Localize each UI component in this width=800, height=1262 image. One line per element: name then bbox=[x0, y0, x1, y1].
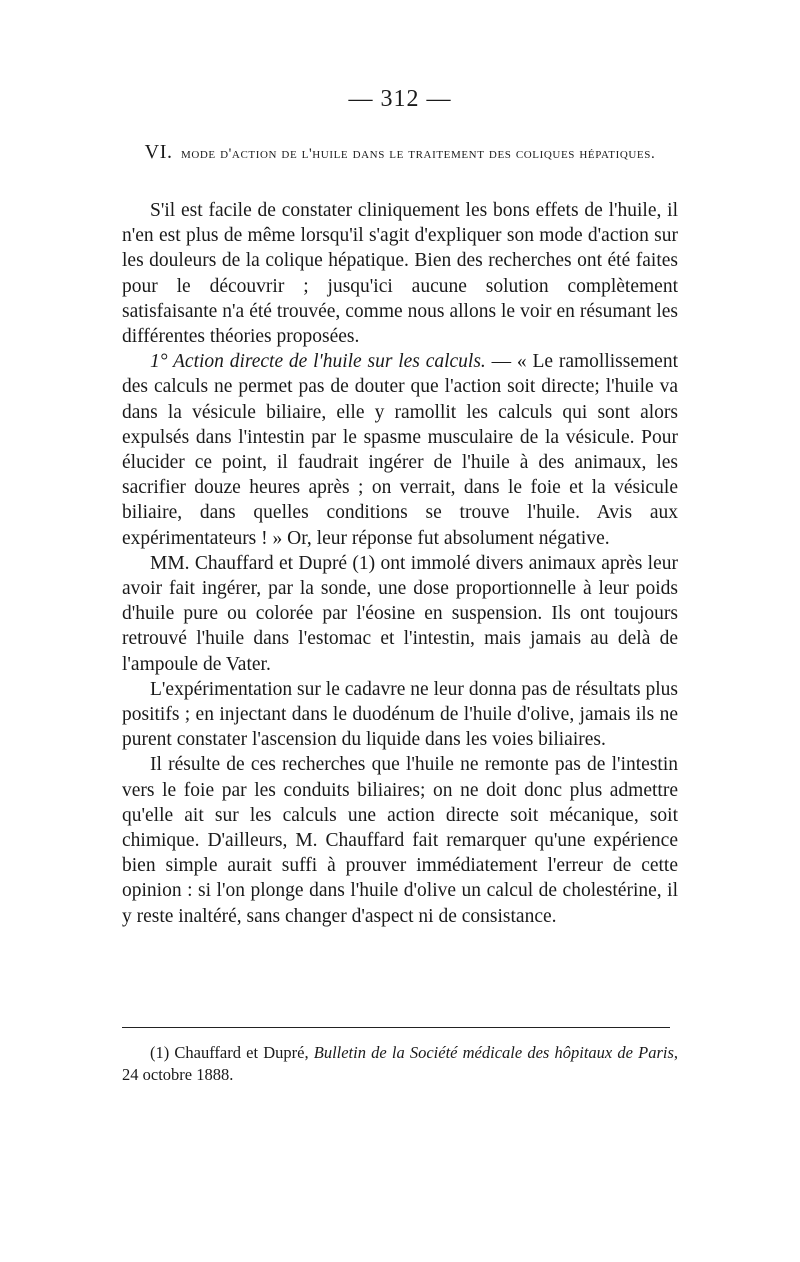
footnote-divider bbox=[122, 1027, 670, 1028]
paragraph-1: S'il est facile de constater cliniquement les bons effets de l'huile, il n'en est plus de même lorsqu'il s'agit d'expliquer son mode d'action sur les douleurs de la colique hépatique. Bien des recherches ont été faites pour le découvrir ; jusqu'ici aucune solution complètement satisfaisante n'a été trouvée, comme nous allons le voir en résumant les différentes théories proposées. bbox=[122, 200, 678, 348]
footnote-marker: (1) bbox=[150, 1043, 170, 1062]
body-text bbox=[122, 198, 678, 929]
footnote-journal: Bulletin de la Société médicale des hôpitaux de Paris bbox=[313, 1043, 674, 1062]
footnote bbox=[122, 1042, 678, 1086]
section-heading bbox=[122, 138, 678, 168]
footnote-authors: Chauffard et Dupré, bbox=[169, 1043, 314, 1062]
paragraph-2-heading: 1° Action directe de l'huile sur les calculs. bbox=[150, 351, 486, 373]
paragraph-2-body: — « Le ramollissement des calculs ne permet pas de douter que l'action soit directe; l'huile va dans la vésicule biliaire, elle y ramollit les calculs qui sont alors expulsés dans l'intestin par le spasme musculaire de la vésicule. Pour élucider ce point, il faudrait ingérer de l'huile à des animaux, les sacrifier douze heures après ; on verrait, dans le foie et la vésicule biliaire, dans quelles conditions se trouve l'huile. Avis aux expérimentateurs ! » Or, leur réponse fut absolument négative. bbox=[122, 351, 678, 549]
page-number: — 312 — bbox=[348, 86, 452, 112]
footnote-date: , 24 octobre 1888. bbox=[122, 1043, 679, 1084]
paragraph-3: MM. Chauffard et Dupré (1) ont immolé divers animaux après leur avoir fait ingérer, par la sonde, une dose proportionnelle à leur poids d'huile pure ou colorée par l'éosine en suspension. Ils ont toujours retrouvé l'huile dans l'estomac et l'intestin, mais jamais au delà de l'ampoule de Vater. bbox=[122, 552, 678, 675]
section-title: mode d'action de l'huile dans le traitement des coliques hépatiques. bbox=[180, 146, 656, 162]
paragraph-4: L'expérimentation sur le cadavre ne leur donna pas de résultats plus positifs ; en injectant dans le duodénum de l'huile d'olive, jamais ils ne purent constater l'ascension du liquide dans les voies biliaires. bbox=[122, 678, 678, 751]
paragraph-2 bbox=[122, 349, 678, 551]
section-number: VI. bbox=[144, 141, 173, 163]
paragraph-5: Il résulte de ces recherches que l'huile ne remonte pas de l'intestin vers le foie par les conduits biliaires; on ne doit donc plus admettre qu'elle ait sur les calculs une action directe soit mécanique, soit chimique. D'ailleurs, M. Chauffard fait remarquer qu'une expérience bien simple aurait suffi à prouver immédiatement l'erreur de cette opinion : si l'on plonge dans l'huile d'olive un calcul de cholestérine, il y reste inaltéré, sans changer d'aspect ni de consistance. bbox=[122, 754, 678, 927]
